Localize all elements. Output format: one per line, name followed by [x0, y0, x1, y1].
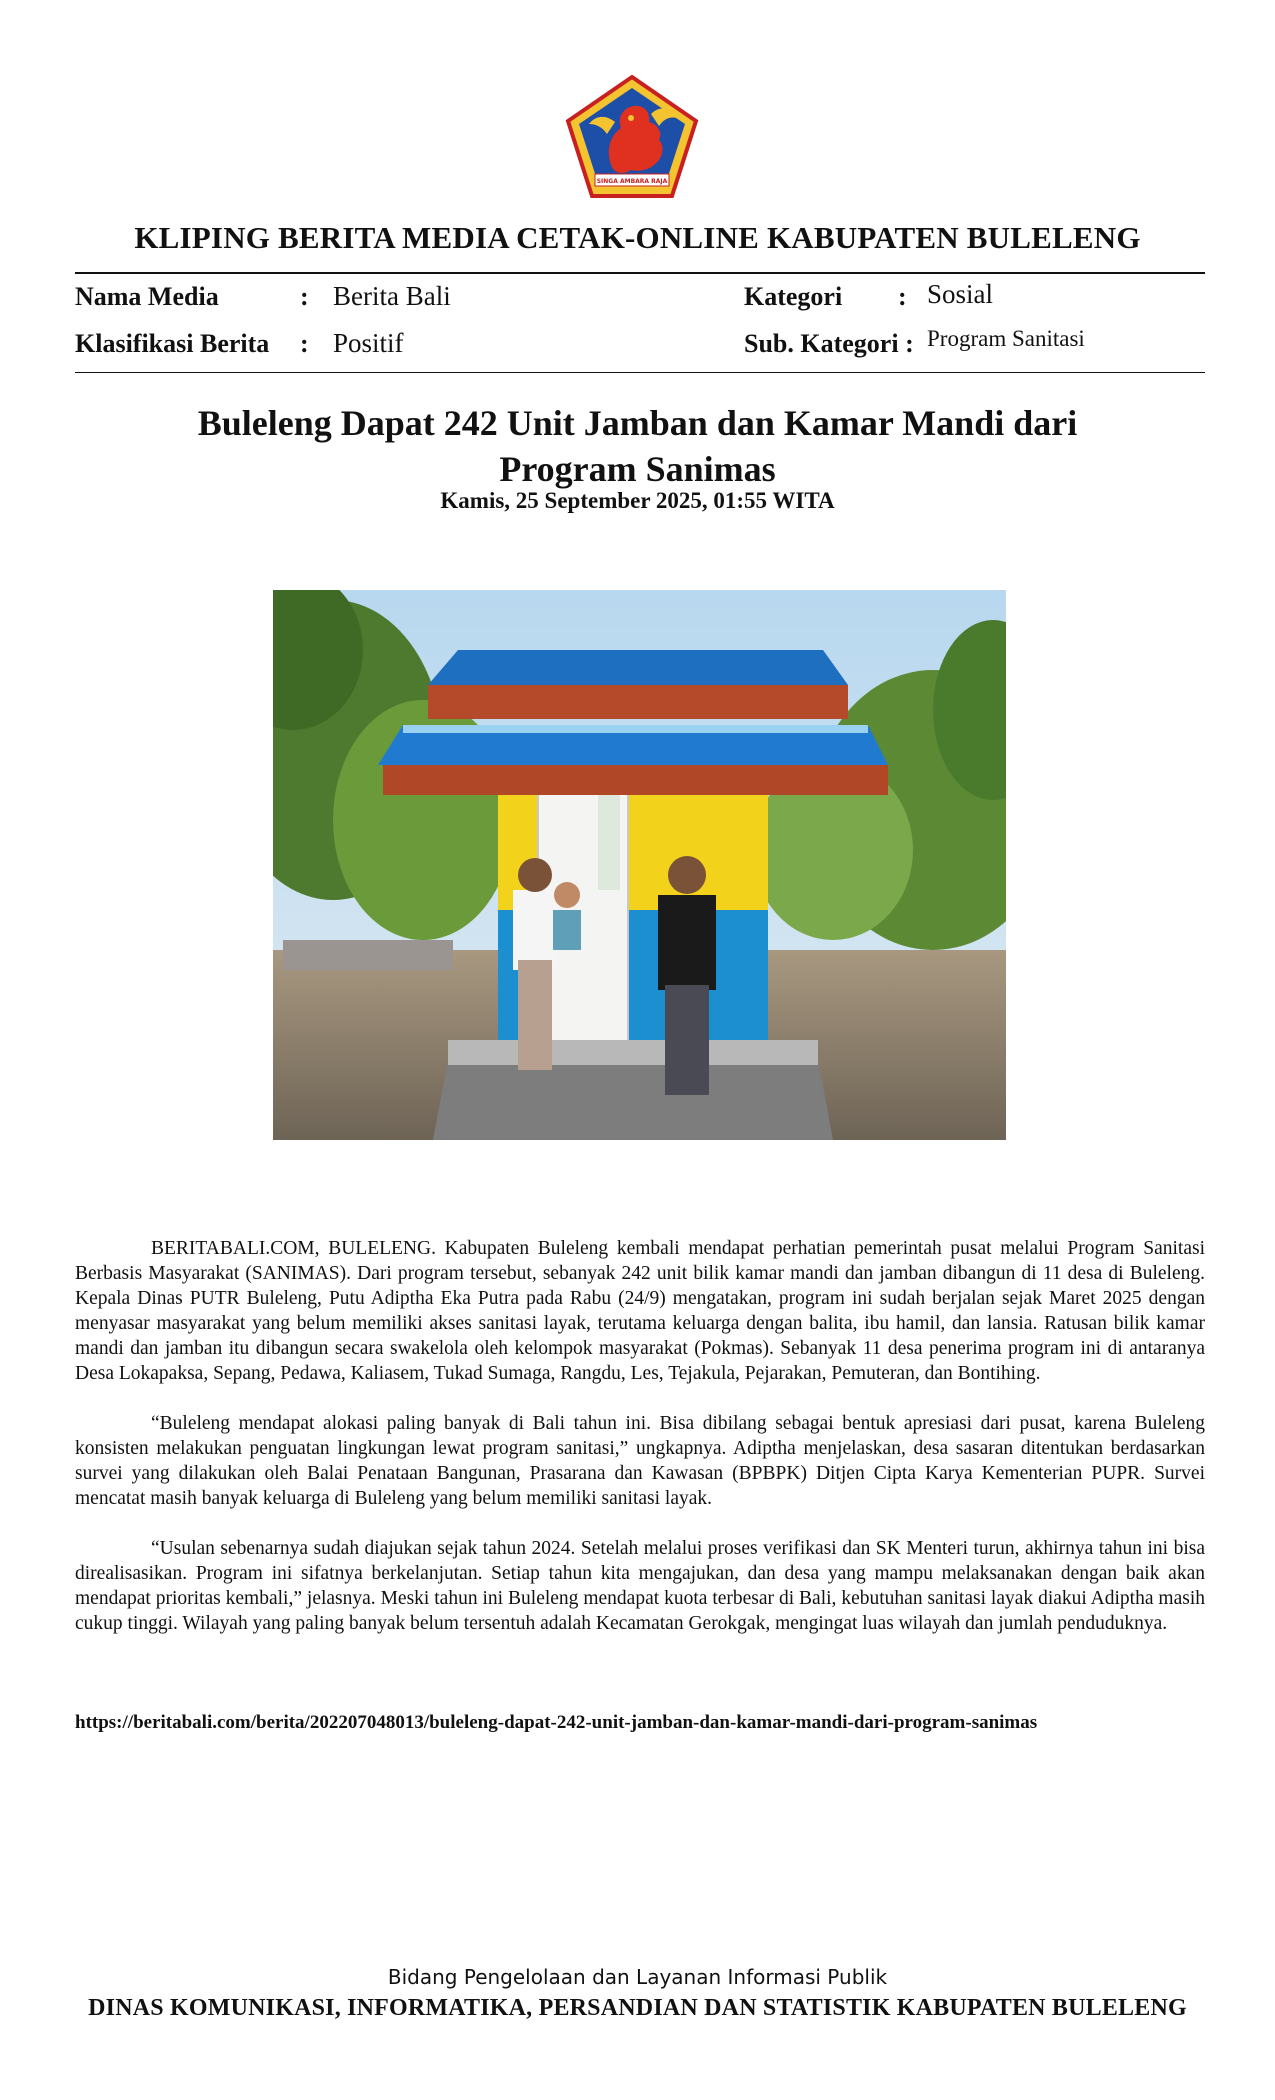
news-classification-colon: :: [300, 329, 309, 358]
buleleng-emblem-logo: [565, 74, 699, 200]
emblem-motto: SINGA AMBARA RAJA: [596, 178, 668, 185]
news-classification-value: Positif: [333, 328, 404, 358]
article-title-line-1: Buleleng Dapat 242 Unit Jamban dan Kamar Mandi dari: [197, 403, 1078, 443]
article-photo: [273, 590, 1006, 1140]
article-paragraph-2: “Buleleng mendapat alokasi paling banyak di Bali tahun ini. Bisa dibilang sebagai bentuk apresiasi dari pusat, karena Buleleng konsisten melakukan penguatan lingkungan lewat program sanitasi,” ungkapnya. Adiptha menjelaskan, desa sasaran ditentukan berdasarkan survei yang dilakukan oleh Balai Penataan Bangunan, Prasarana dan Kawasan (BPBPK) Ditjen Cipta Karya Kementerian PUPR. Survei mencatat masih banyak keluarga di Buleleng yang belum memiliki sanitasi layak.: [75, 1413, 1205, 1509]
source-url-link[interactable]: https://beritabali.com/berita/202207048013/buleleng-dapat-242-unit-jamban-dan-kamar-mandi-dari-program-sanimas: [75, 1712, 1038, 1733]
clipping-header-title: KLIPING BERITA MEDIA CETAK-ONLINE KABUPATEN BULELENG: [134, 220, 1141, 255]
media-name-colon: :: [300, 282, 309, 311]
subcategory-label: Sub. Kategori :: [744, 329, 914, 358]
media-name-label: Nama Media: [75, 282, 219, 311]
article-paragraph-1: BERITABALI.COM, BULELENG. Kabupaten Buleleng kembali mendapat perhatian pemerintah pusat melalui Program Sanitasi Berbasis Masyarakat (SANIMAS). Dari program tersebut, sebanyak 242 unit bilik kamar mandi dan jamban dibangun di 11 desa di Buleleng. Kepala Dinas PUTR Buleleng, Putu Adiptha Eka Putra pada Rabu (24/9) mengatakan, program ini sudah berjalan sejak Maret 2025 dengan menyasar masyarakat yang belum memiliki akses sanitasi layak, terutama keluarga dengan balita, ibu hamil, dan lansia. Ratusan bilik kamar mandi dan jamban itu dibangun secara swakelola oleh kelompok masyarakat (Pokmas). Sebanyak 11 desa penerima program ini di antaranya Desa Lokapaksa, Sepang, Pedawa, Kaliasem, Tukad Sumaga, Rangdu, Les, Tejakula, Pejarakan, Pemuteran, dan Bontihing.: [75, 1238, 1205, 1384]
category-value: Sosial: [927, 279, 994, 309]
article-paragraph-3: “Usulan sebenarnya sudah diajukan sejak tahun 2024. Setelah melalui proses verifikasi dan SK Menteri turun, akhirnya tahun ini bisa direalisasikan. Program ini sifatnya berkelanjutan. Setiap tahun kita mengajukan, dan desa yang mampu melaksanakan dengan baik akan mendapat prioritas kembali,” jelasnya. Meski tahun ini Buleleng mendapat kuota terbesar di Bali, kebutuhan sanitasi layak diakui Adiptha masih cukup tinggi. Wilayah yang paling banyak belum tersentuh adalah Kecamatan Gerokgak, mengingat luas wilayah dan jumlah penduduknya.: [75, 1538, 1205, 1634]
article-date: Kamis, 25 September 2025, 01:55 WITA: [440, 488, 835, 513]
category-label: Kategori: [744, 282, 843, 311]
subcategory-value: Program Sanitasi: [927, 326, 1085, 351]
category-colon: :: [898, 282, 907, 311]
header-divider-bottom: [75, 372, 1205, 373]
article-title-line-2: Program Sanimas: [499, 449, 776, 489]
article-title: [140, 400, 1135, 492]
header-divider-top: [75, 272, 1205, 274]
footer-unit: Bidang Pengelolaan dan Layanan Informasi Publik: [387, 1965, 888, 1989]
media-name-value: Berita Bali: [333, 281, 451, 311]
article-body: [75, 1236, 1205, 1661]
footer-agency: DINAS KOMUNIKASI, INFORMATIKA, PERSANDIAN DAN STATISTIK KABUPATEN BULELENG: [88, 1995, 1187, 2021]
news-classification-label: Klasifikasi Berita: [75, 329, 270, 358]
